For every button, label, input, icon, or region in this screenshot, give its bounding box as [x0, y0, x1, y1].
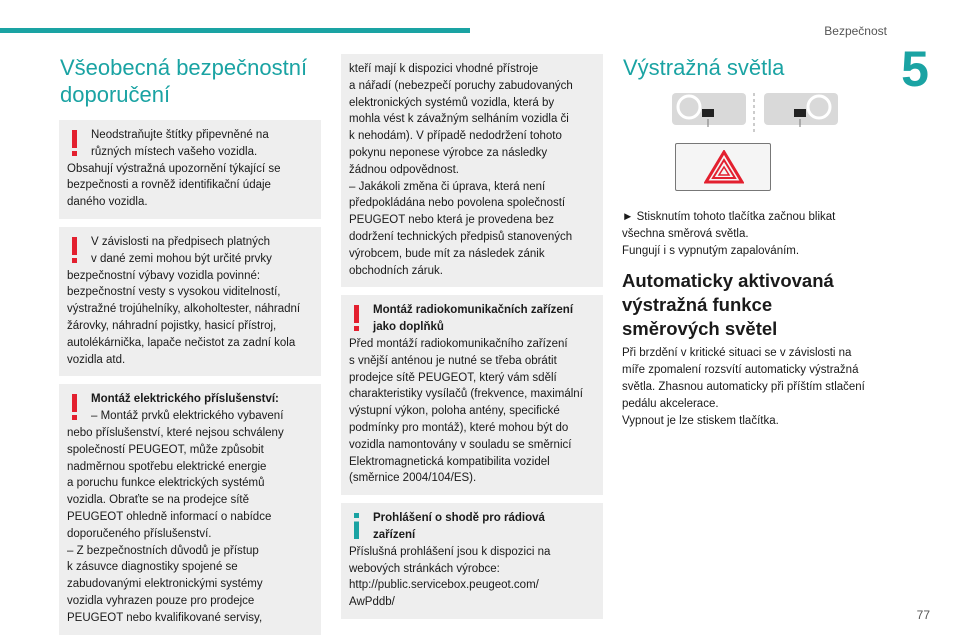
column-2: [341, 54, 603, 627]
section-title-hazard: Výstražná světla: [623, 55, 785, 80]
warning-icon: [72, 130, 77, 156]
dashboard-illustration: [622, 93, 880, 133]
subsection-title: Automaticky aktivovaná výstražná funkce směrových světel: [622, 270, 834, 340]
info-icon: [354, 513, 359, 539]
continued-box: kteří mají k dispozici vhodné přístroje a nářadí (nebezpečí poruchy zabudovaných elektronických systémů vozidla, která by mohla vést k závažným selháním vozidla či k nehodám). V případě nedodržení tohoto pokynu neponese výrobce za následky žádnou odpovědnost. – Jakákoli změna či úprava, která není předpokládána nebo povolena společností PEUGEOT nebo která je provedena bez dodržení technických předpisů stanovených výrobcem, bude mít za následek zánik obchodních záruk.: [341, 54, 603, 287]
column-3: [622, 48, 880, 429]
warning-box-labels: Neodstraňujte štítky připevněné na různých místech vašeho vozidla. Obsahují výstražná upozornění týkající se bezpečnosti a rovněž identifikační údaje daného vozidla.: [59, 120, 321, 219]
section-title: Všeobecná bezpečnostní doporučení: [60, 55, 308, 107]
steering-wheel-illustration: [622, 93, 880, 135]
chapter-number: 5: [901, 41, 929, 97]
manufacturer-link[interactable]: http://public.servicebox.peugeot.com/: [349, 579, 539, 592]
hazard-triangle-icon: [704, 150, 744, 184]
page-number: 77: [916, 608, 930, 622]
warning-box-accessories: Montáž elektrického příslušenství: – Montáž prvků elektrického vybavení nebo příslušenství, které nejsou schváleny společností PEUGEOT, může způsobit nadměrnou spotřebu elektrické energie a poruchu funkce elektrických systémů vozidla. Obraťte se na prodejce sítě PEUGEOT ohledně informací o nabídce doporučeného příslušenství. – Z bezpečnostních důvodů je přístup k zásuvce diagnostiky spojené se zabudovanými elektronickými systémy vozidla vyhrazen pouze pro prodejce PEUGEOT nebo kvalifikované servisy,: [59, 384, 321, 634]
info-box-declaration: Prohlášení o shodě pro rádiová zařízení Příslušná prohlášení jsou k dispozici na webových stránkách výrobce: http://public.servicebox.peugeot.com/ AwPddb/: [341, 503, 603, 619]
warning-box-radio: Montáž radiokomunikačních zařízení jako doplňků Před montáží radiokomunikačního zařízení s vnější anténou je nutné se třeba obrátit prodejce sítě PEUGEOT, který vám sdělí charakteristiky vysílačů (frekvence, maximální výstupní výkon, poloha antény, specifické podmínky pro montáž), které mohou být do vozidla namontovány v souladu se směrnicí Elektromagnetická kompatibilita vozidel (směrnice 2004/104/ES).: [341, 295, 603, 495]
hazard-instructions: ► Stisknutím tohoto tlačítka začnou blikat všechna směrová světla. Fungují i s vypnutým zapalováním.: [622, 211, 836, 257]
warning-icon: [72, 237, 77, 263]
warning-box-equipment: V závislosti na předpisech platných v dané zemi mohou být určité prvky bezpečnostní výbavy vozidla povinné: bezpečnostní vesty s vysokou viditelností, výstražné trojúhelníky, alkoholtester, náhradní žárovky, náhradní pojistky, hasicí přístroj, autolékárnička, lapače nečistot za zadní kola vozidla atd.: [59, 227, 321, 376]
warning-icon: [72, 394, 77, 420]
column-1: [59, 48, 321, 640]
hazard-button-illustration: [675, 143, 771, 191]
warning-icon: [354, 305, 359, 331]
auto-hazard-paragraph: Při brzdění v kritické situaci se v závislosti na míře zpomalení rozsvítí automaticky výstražná světla. Zhasnou automaticky při příštím stlačení pedálu akcelerace. Vypnout je lze stiskem tlačítka.: [622, 347, 865, 427]
header-accent-bar: [0, 28, 470, 33]
section-name: Bezpečnost: [824, 24, 887, 38]
